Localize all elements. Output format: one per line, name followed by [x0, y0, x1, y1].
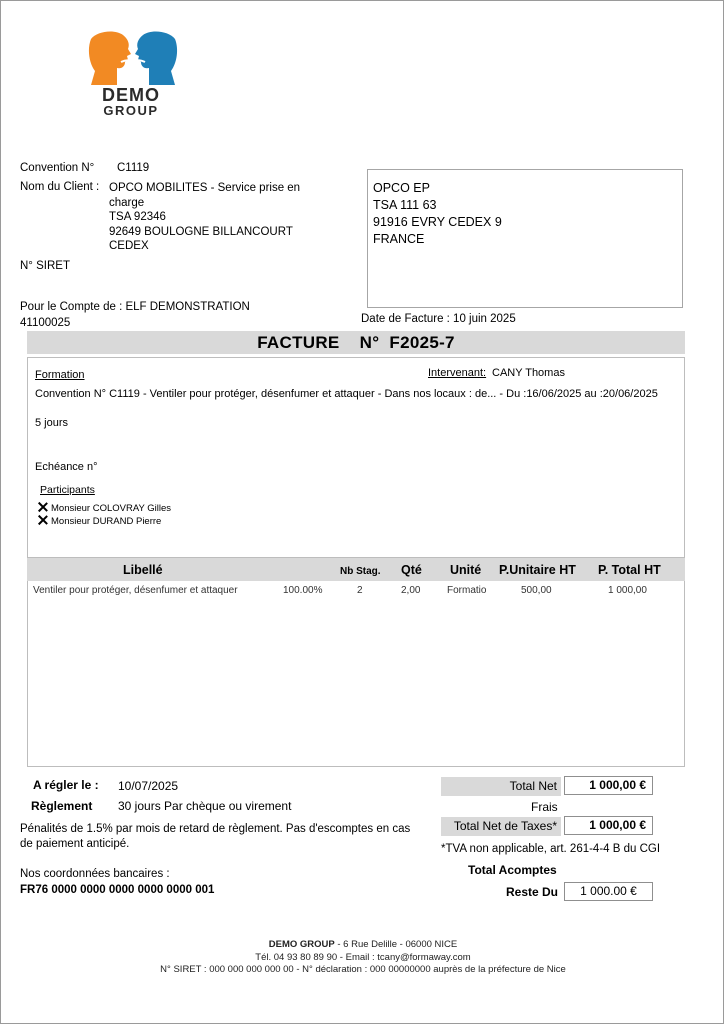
convention-label: Convention N° — [20, 162, 95, 174]
frais-label: Frais — [531, 800, 558, 814]
footer-company: DEMO GROUP — [268, 939, 335, 950]
client-line: TSA 92346 — [109, 211, 166, 223]
intervenant-label: Intervenant: — [428, 367, 487, 379]
logo-word-demo: DEMO — [102, 85, 160, 105]
client-line: 92649 BOULOGNE BILLANCOURT — [109, 225, 293, 238]
address-line: FRANCE — [373, 232, 425, 246]
cell-unite: Formatio — [447, 585, 487, 596]
intervenant-value: CANY Thomas — [492, 367, 565, 379]
footer-contact: Tél. 04 93 80 89 90 - Email : tcany@formaway.com — [255, 952, 471, 963]
account-label: Pour le Compte de : ELF DEMONSTRATION — [20, 301, 250, 313]
col-header-nb-stag: Nb Stag. — [340, 566, 381, 577]
logo-word-group: GROUP — [103, 103, 159, 118]
participants-label: Participants — [40, 484, 95, 496]
due-label: A régler le : — [33, 778, 99, 792]
reglement-value: 30 jours Par chèque ou virement — [118, 799, 292, 813]
client-line: charge — [109, 196, 145, 209]
address-line: TSA 111 63 — [373, 198, 437, 212]
total-net-taxes-value: 1 000,00 € — [564, 816, 653, 835]
col-header-pt: P. Total HT — [598, 563, 661, 577]
cell-pt: 1 000,00 — [608, 585, 647, 596]
participant-name: Monsieur DURAND Pierre — [51, 516, 162, 527]
col-header-pu: P.Unitaire HT — [499, 563, 576, 577]
total-net-taxes-label: Total Net de Taxes* — [441, 817, 561, 836]
client-address — [109, 181, 300, 254]
account-code: 41100025 — [20, 317, 71, 329]
echeance-label: Echéance n° — [35, 461, 98, 473]
invoice-date: Date de Facture : 10 juin 2025 — [361, 313, 516, 325]
cross-icon — [38, 515, 48, 525]
col-header-qte: Qté — [401, 563, 422, 577]
formation-label: Formation — [35, 369, 85, 381]
participant-item — [38, 515, 161, 527]
iban: FR76 0000 0000 0000 0000 0000 001 — [20, 884, 215, 896]
cell-libelle: Ventiler pour protéger, désenfumer et attaquer — [33, 585, 238, 596]
reste-label: Reste Du — [506, 885, 559, 899]
footer-legal: N° SIRET : 000 000 000 000 00 - N° déclaration : 000 00000000 auprès de la préfecture de Nice — [160, 964, 566, 975]
invoice-title — [27, 331, 685, 354]
penalties-line-2: de paiement anticipé. — [20, 838, 130, 850]
total-net-label: Total Net — [441, 777, 561, 796]
address-line: 91916 EVRY CEDEX 9 — [373, 215, 502, 229]
tva-note: *TVA non applicable, art. 261-4-4 B du CGI — [441, 843, 661, 855]
cross-icon — [38, 502, 48, 512]
bank-label: Nos coordonnées bancaires : — [20, 868, 170, 880]
address-line: OPCO EP — [373, 181, 430, 195]
participant-item — [38, 502, 171, 514]
client-line: OPCO MOBILITES - Service prise en — [109, 182, 301, 194]
col-header-unite: Unité — [450, 563, 482, 577]
logo-left-head — [89, 32, 131, 85]
client-label: Nom du Client : — [20, 181, 100, 193]
cell-nb: 2 — [357, 585, 363, 596]
cell-pu: 500,00 — [521, 585, 552, 596]
col-header-libelle: Libellé — [123, 563, 163, 577]
convention-value: C1119 — [117, 162, 150, 174]
footer-company-line — [1, 939, 724, 950]
due-value: 10/07/2025 — [118, 779, 179, 793]
reglement-label: Règlement — [31, 799, 93, 813]
footer-address: - 6 Rue Delille - 06000 NICE — [334, 939, 458, 950]
formation-duration: 5 jours — [35, 417, 69, 429]
cell-qte: 2,00 — [401, 585, 421, 596]
logo-right-head — [135, 32, 177, 85]
invoice-title-text: FACTURE N° F2025-7 — [257, 333, 455, 352]
siret-label: N° SIRET — [20, 260, 70, 272]
participant-name: Monsieur COLOVRAY Gilles — [51, 503, 172, 514]
reste-value: 1 000.00 € — [564, 882, 653, 901]
cell-pct: 100.00% — [283, 585, 323, 596]
formation-description: Convention N° C1119 - Ventiler pour protéger, désenfumer et attaquer - Dans nos locaux : de... - Du :16/06/2025 au :20/06/2025 — [35, 388, 658, 400]
acomptes-label: Total Acomptes — [468, 863, 557, 877]
total-net-value: 1 000,00 € — [564, 776, 653, 795]
penalties-line-1: Pénalités de 1.5% par mois de retard de règlement. Pas d'escomptes en cas — [20, 823, 411, 835]
recipient-address-box — [367, 169, 683, 308]
client-line: CEDEX — [109, 240, 149, 252]
